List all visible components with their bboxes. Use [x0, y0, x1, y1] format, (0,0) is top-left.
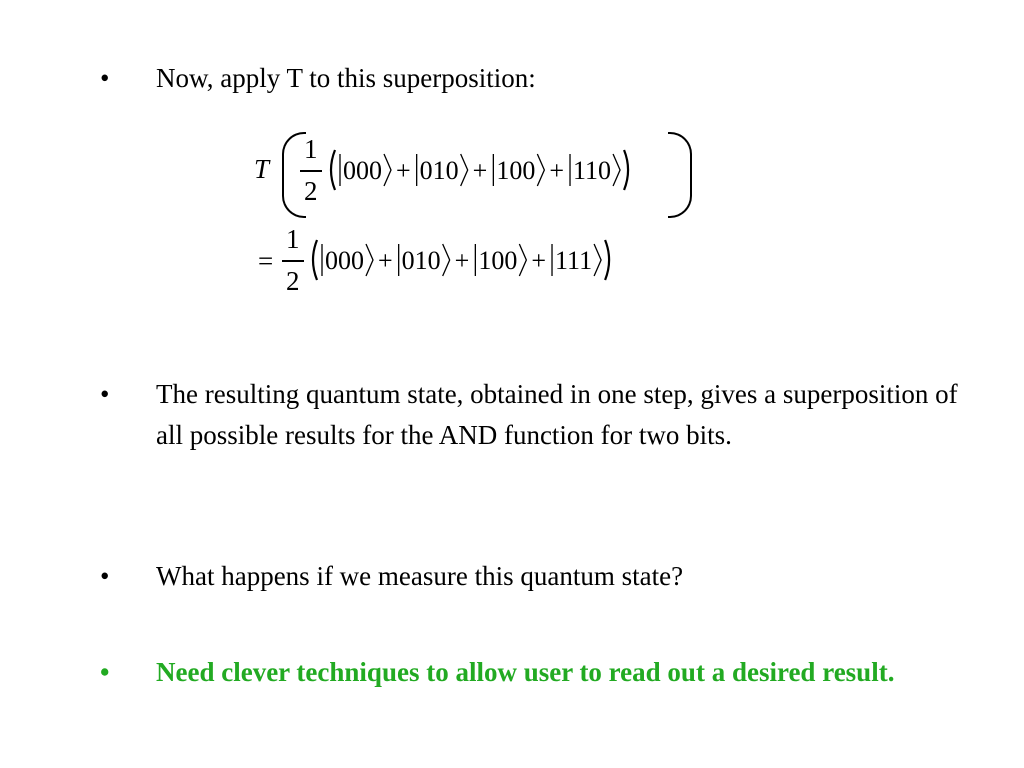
- ket-sum-line1: [326, 148, 676, 192]
- fraction-numerator: 1: [304, 134, 318, 164]
- bullet-marker: •: [100, 379, 110, 409]
- ket-angle: [384, 154, 391, 186]
- inner-right-paren: [605, 240, 609, 280]
- inner-left-paren: [313, 240, 317, 280]
- ket-label: 111: [555, 246, 593, 275]
- fraction-bar-2: [282, 260, 304, 262]
- bullet-marker: •: [100, 561, 110, 591]
- ket-label: 100: [478, 246, 518, 275]
- outer-right-paren: [668, 132, 692, 218]
- ket-label: 100: [496, 156, 536, 185]
- plus-sign: +: [396, 156, 411, 185]
- bullet-text: The resulting quantum state, obtained in one step, gives a superposition of all possible results for the AND function for two bits.: [156, 379, 958, 450]
- ket-angle: [537, 154, 544, 186]
- bullet-marker: •: [100, 657, 110, 687]
- equals-sign: =: [258, 246, 274, 276]
- bullet-text: Need clever techniques to allow user to read out a desired result.: [156, 657, 895, 687]
- fraction-numerator-2: 1: [286, 224, 300, 254]
- ket-label: 010: [419, 156, 459, 185]
- plus-sign: +: [549, 156, 565, 185]
- inner-left-paren: [331, 150, 335, 190]
- ket-label: 010: [401, 246, 441, 275]
- plus-sign: +: [454, 246, 470, 275]
- plus-sign: +: [378, 246, 393, 275]
- fraction-denominator: 2: [304, 176, 318, 206]
- ket-angle: [366, 244, 373, 276]
- ket-label: 000: [343, 156, 382, 185]
- bullet-marker: •: [100, 63, 110, 93]
- outer-left-paren: [282, 132, 306, 218]
- ket-angle: [461, 154, 468, 186]
- equation-block: [248, 122, 708, 322]
- operator-t: T: [254, 154, 270, 184]
- ket-label: 000: [325, 246, 364, 275]
- fraction-bar: [300, 170, 322, 172]
- ket-sum-line2: [308, 238, 658, 282]
- ket-angle: [613, 154, 620, 186]
- plus-sign: +: [531, 246, 547, 275]
- ket-angle: [443, 244, 450, 276]
- ket-angle: [519, 244, 526, 276]
- plus-sign: +: [472, 156, 488, 185]
- bullet-text: Now, apply T to this superposition:: [156, 63, 536, 93]
- ket-label: 110: [573, 156, 612, 185]
- fraction-denominator-2: 2: [286, 266, 300, 296]
- ket-angle: [594, 244, 601, 276]
- bullet-text: What happens if we measure this quantum state?: [156, 561, 684, 591]
- inner-right-paren: [624, 150, 628, 190]
